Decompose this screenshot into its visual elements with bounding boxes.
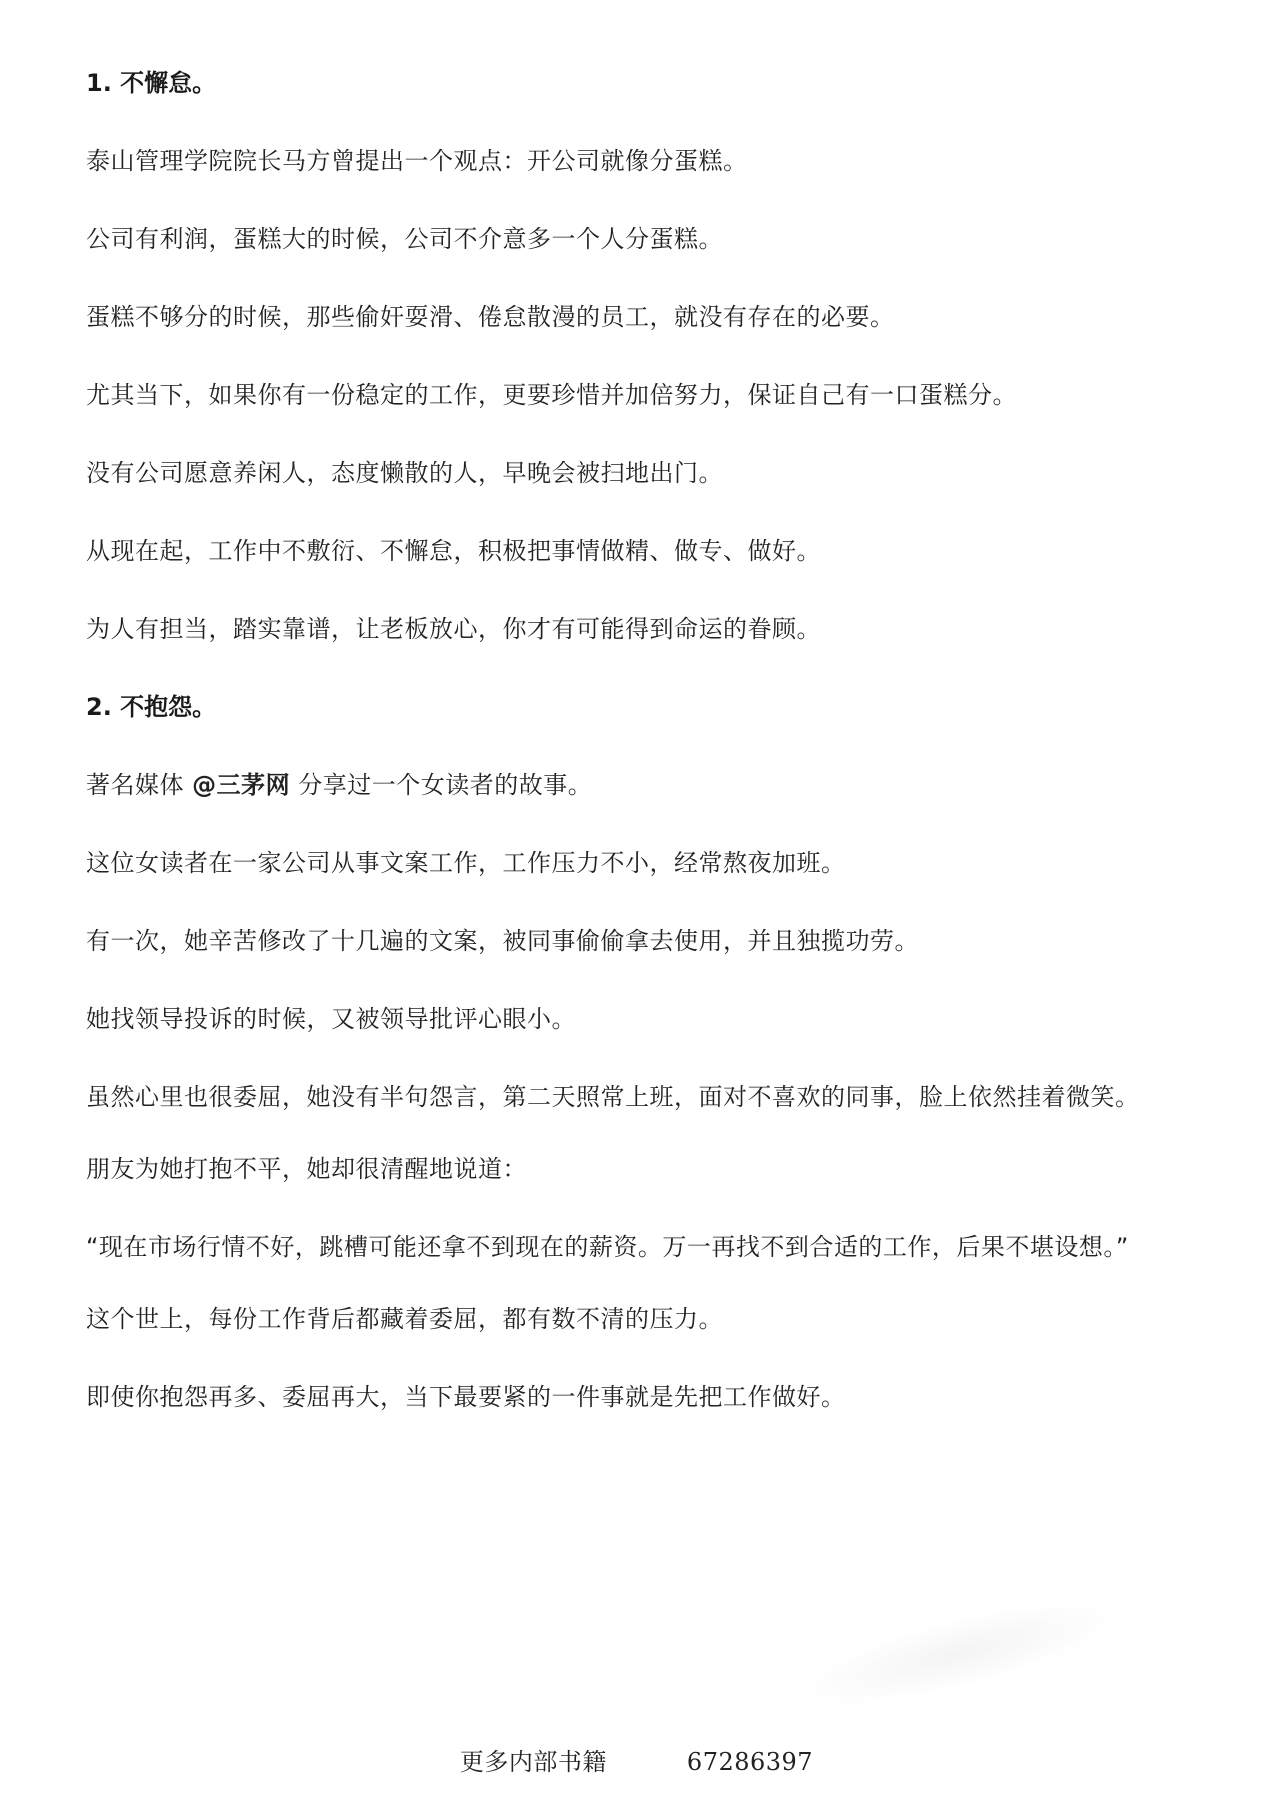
footer	[0, 1742, 1273, 1777]
media-mention: @三茅网	[192, 771, 291, 799]
section-heading-2: 2. 不抱怨。	[86, 693, 217, 721]
faded-watermark	[787, 1578, 1134, 1728]
paragraph: 朋友为她打抱不平，她却很清醒地说道：	[86, 1155, 527, 1183]
paragraph: 没有公司愿意养闲人，态度懒散的人，早晚会被扫地出门。	[86, 459, 723, 487]
footer-number: 67286397	[686, 1748, 814, 1776]
paragraph: 这个世上，每份工作背后都藏着委屈，都有数不清的压力。	[86, 1305, 723, 1333]
paragraph: 虽然心里也很委屈，她没有半句怨言，第二天照常上班，面对不喜欢的同事，脸上依然挂着微笑。	[86, 1083, 1140, 1111]
paragraph: 有一次，她辛苦修改了十几遍的文案，被同事偷偷拿去使用，并且独揽功劳。	[86, 927, 919, 955]
paragraph: 这位女读者在一家公司从事文案工作，工作压力不小，经常熬夜加班。	[86, 849, 846, 877]
paragraph: 公司有利润，蛋糕大的时候，公司不介意多一个人分蛋糕。	[86, 225, 723, 253]
intro-suffix: 分享过一个女读者的故事。	[290, 771, 593, 799]
intro-paragraph	[86, 766, 1186, 804]
paragraph: 为人有担当，踏实靠谱，让老板放心，你才有可能得到命运的眷顾。	[86, 615, 821, 643]
paragraph: 泰山管理学院院长马方曾提出一个观点：开公司就像分蛋糕。	[86, 147, 748, 175]
article-body	[86, 64, 1186, 1456]
paragraph: 蛋糕不够分的时候，那些偷奸耍滑、倦怠散漫的员工，就没有存在的必要。	[86, 303, 895, 331]
paragraph: 她找领导投诉的时候，又被领导批评心眼小。	[86, 1005, 576, 1033]
footer-label: 更多内部书籍	[459, 1748, 607, 1776]
section-heading-1: 1. 不懈怠。	[86, 69, 217, 97]
paragraph: 尤其当下，如果你有一份稳定的工作，更要珍惜并加倍努力，保证自己有一口蛋糕分。	[86, 381, 1017, 409]
intro-prefix: 著名媒体	[86, 771, 193, 799]
paragraph: 从现在起，工作中不敷衍、不懈怠，积极把事情做精、做专、做好。	[86, 537, 821, 565]
paragraph: 即使你抱怨再多、委屈再大，当下最要紧的一件事就是先把工作做好。	[86, 1383, 846, 1411]
quote-paragraph: “现在市场行情不好，跳槽可能还拿不到现在的薪资。万一再找不到合适的工作，后果不堪设想。”	[86, 1233, 1129, 1261]
